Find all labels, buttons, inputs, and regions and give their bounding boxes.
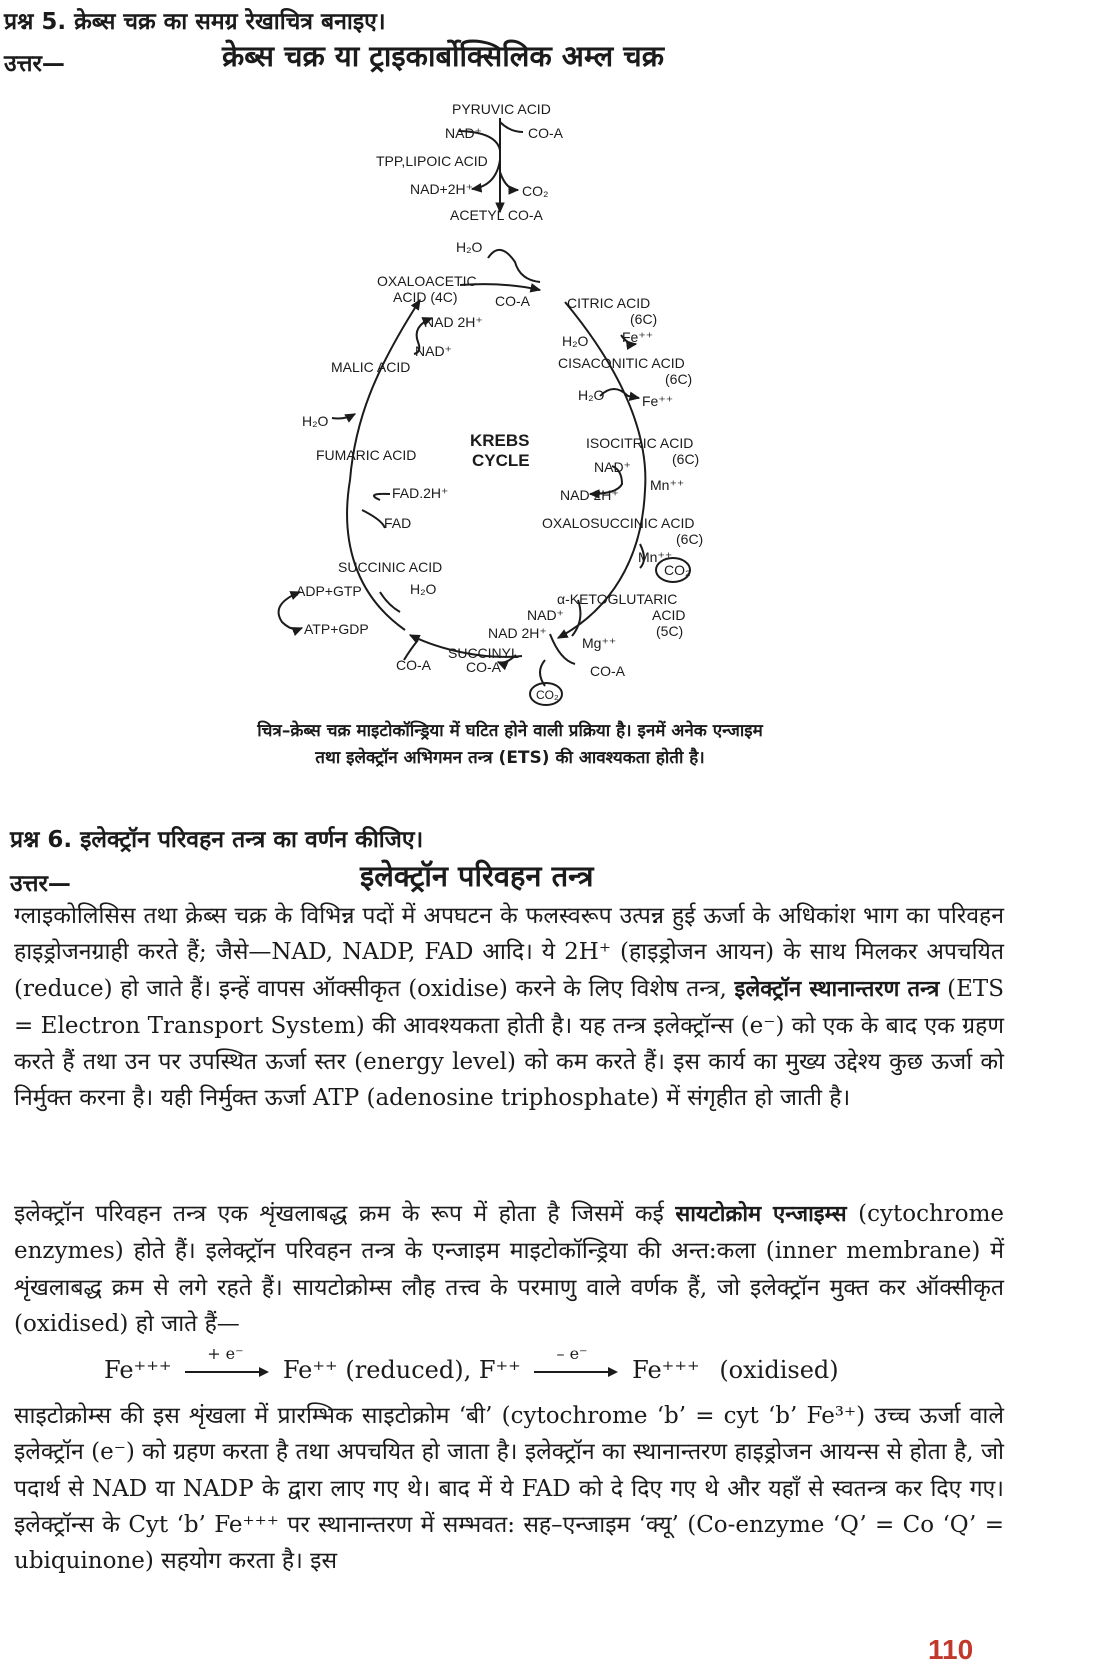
fad2h-label: FAD.2H⁺ — [392, 485, 449, 501]
para2-bold: सायटोक्रोम एन्जाइम्स — [675, 1202, 847, 1227]
nad-akg-label: NAD⁺ — [527, 607, 564, 623]
ets-paragraph-2 — [14, 1196, 1004, 1342]
para1-text-a: ग्लाइकोलिसिस तथा क्रेब्स चक्र के विभिन्न पदों में अपघटन के फलस्वरूप उत्पन्न हुई ऊर्जा के अधिकांश भाग का परिवहन हाइड्रोजनग्राही करते हैं; जैसे—NAD, NADP, FAD आदि। ये 2H⁺ (हाइड्रोजन आयन) के साथ मिलकर अपचयित (reduce) हो जाते हैं। इन्हें वापस ऑक्सीकृत (oxidise) करने के लिए विशेष तन्त्र, — [14, 903, 1004, 1002]
acetyl-coa-label: ACETYL CO-A — [450, 207, 543, 223]
oxaloacetic-label-2: ACID (4C) — [393, 289, 458, 305]
fe-iso-label: Fe⁺⁺ — [642, 393, 674, 409]
question-5-label: प्रश्न 5. — [4, 9, 67, 35]
coa-right-label: CO-A — [590, 663, 625, 679]
answer-5-label: उत्तर— — [4, 51, 65, 77]
co2-bottom-label: CO₂ — [536, 688, 559, 702]
atp-gdp-label: ATP+GDP — [304, 621, 369, 637]
para1-bold: इलेक्ट्रॉन स्थानान्तरण तन्त्र — [734, 976, 940, 1002]
question-6-text: इलेक्ट्रॉन परिवहन तन्त्र का वर्णन कीजिए। — [80, 827, 424, 853]
isocitric-carbon: (6C) — [672, 451, 700, 467]
fad-label: FAD — [384, 515, 412, 531]
krebs-title: क्रेब्स चक्र या ट्राइकार्बोक्सिलिक अम्ल चक्र — [222, 39, 664, 73]
nad2h-iso-label: NAD 2H⁺ — [560, 487, 619, 503]
cisaconitic-carbon: (6C) — [665, 371, 693, 387]
ets-paragraph-1 — [14, 898, 1004, 1117]
nad-malic-label: NAD⁺ — [415, 343, 452, 359]
nad2h-malic-label: NAD 2H⁺ — [424, 314, 483, 330]
krebs-cycle-diagram — [0, 0, 1108, 720]
eq-arrow-1-label: + e⁻ — [207, 1343, 244, 1363]
co2-circle-label: CO₂ — [664, 562, 691, 578]
oxalosuccinic-label: OXALOSUCCINIC ACID — [542, 515, 695, 531]
citric-acid-label: CITRIC ACID — [567, 295, 651, 311]
krebs-label-1: KREBS — [470, 431, 530, 450]
eq-reduced: (reduced), F⁺⁺ — [345, 1356, 521, 1384]
krebs-label-2: CYCLE — [472, 451, 530, 470]
eq-fe3-right: Fe⁺⁺⁺ — [632, 1356, 700, 1384]
nad2h-top-label: NAD+2H⁺ — [410, 181, 474, 197]
oxalosuccinic-carbon: (6C) — [676, 531, 704, 547]
ets-title: इलेक्ट्रॉन परिवहन तन्त्र — [360, 859, 594, 893]
eq-oxidised: (oxidised) — [719, 1356, 839, 1384]
question-6-label: प्रश्न 6. — [10, 827, 73, 853]
question-6 — [10, 822, 423, 854]
answer-6-label: उत्तर— — [10, 871, 71, 897]
para1-text-b: (ETS = Electron Transport System) की आवश्यकता होती है। यह तन्त्र इलेक्ट्रॉन्स (e⁻) को एक के बाद एक ग्रहण करते हैं तथा उन पर उपस्थित ऊर्जा स्तर (energy level) को कम करते हैं। इस कार्य का मुख्य उद्देश्य कुछ ऊर्जा को निर्मुक्त करना है। यही निर्मुक्त ऊर्जा ATP (adenosine triphosphate) में संगृहीत हो जाती है। — [14, 975, 1004, 1112]
nad-iso-label: NAD⁺ — [594, 459, 631, 475]
para2-text-a: इलेक्ट्रॉन परिवहन तन्त्र एक शृंखलाबद्ध क्रम के रूप में होता है जिसमें कई — [14, 1201, 664, 1227]
mn-iso-label: Mn⁺⁺ — [650, 477, 685, 493]
co2-top-label: CO₂ — [522, 183, 549, 199]
eq-fe2: Fe⁺⁺ — [282, 1356, 338, 1384]
succinyl-label-2: CO-A — [466, 659, 501, 675]
succinic-acid-label: SUCCINIC ACID — [338, 559, 443, 575]
para2-text-b: (cytochrome enzymes) होते हैं। इलेक्ट्रॉन परिवहन तन्त्र के एन्जाइम माइटोकॉन्ड्रिया की अन्त:कला (inner membrane) में शृंखलाबद्ध क्रम से लगे रहते हैं। सायटोक्रोम्स लौह तत्त्व के परमाणु वाले वर्णक हैं, जो इलेक्ट्रॉन मुक्त कर ऑक्सीकृत (oxidised) हो जाते हैं— — [14, 1201, 1005, 1337]
coa-top-label: CO-A — [528, 125, 563, 141]
h2o-iso-label: H₂O — [578, 387, 605, 403]
fumaric-acid-label: FUMARIC ACID — [316, 447, 417, 463]
coa-left-label: CO-A — [396, 657, 431, 673]
alpha-ketoglutaric-carbon: (5C) — [656, 623, 684, 639]
citric-acid-carbon: (6C) — [630, 311, 658, 327]
eq-arrow-2 — [534, 1343, 618, 1378]
succinyl-label-1: SUCCINYL — [448, 645, 519, 661]
fe-cis-label: Fe⁺⁺ — [622, 329, 654, 345]
oxaloacetic-label-1: OXALOACETIC — [377, 273, 477, 289]
eq-fe3-left: Fe⁺⁺⁺ — [104, 1356, 172, 1384]
alpha-ketoglutaric-label-1: α-KETOGLUTARIC — [557, 591, 678, 607]
page-number: 110 — [928, 1634, 974, 1665]
figure-caption — [110, 718, 910, 772]
isocitric-label: ISOCITRIC ACID — [586, 435, 694, 451]
nad-top-label: NAD⁺ — [445, 125, 482, 141]
mn-oxs-label: Mn⁺⁺ — [638, 549, 673, 565]
h2o-fumaric-label: H₂O — [302, 413, 329, 429]
h2o-cis-label: H₂O — [562, 333, 589, 349]
mg-label: Mg⁺⁺ — [582, 635, 617, 651]
cisaconitic-label: CISACONITIC ACID — [558, 355, 685, 371]
redox-equation — [104, 1343, 839, 1384]
eq-arrow-1 — [185, 1343, 269, 1378]
h2o-top-label: H₂O — [456, 239, 483, 255]
h2o-succinic-label: H₂O — [410, 581, 437, 597]
eq-arrow-2-label: – e⁻ — [556, 1343, 588, 1363]
coa-citric-label: CO-A — [495, 293, 530, 309]
question-5-text: क्रेब्स चक्र का समग्र रेखाचित्र बनाइए। — [74, 9, 386, 35]
adp-gtp-label: ADP+GTP — [296, 583, 362, 599]
alpha-ketoglutaric-label-2: ACID — [652, 607, 686, 623]
nad2h-akg-label: NAD 2H⁺ — [488, 625, 547, 641]
malic-acid-label: MALIC ACID — [331, 359, 411, 375]
tpp-lipoic-label: TPP,LIPOIC ACID — [376, 153, 488, 169]
para3-text: साइटोक्रोम्स की इस शृंखला में प्रारम्भिक साइटोक्रोम ‘बी’ (cytochrome ‘b’ = cyt ‘b’ Fe³⁺) उच्च ऊर्जा वाले इलेक्ट्रॉन (e⁻) को ग्रहण करता है तथा अपचयित हो जाता है। इलेक्ट्रॉन का स्थानान्तरण हाइड्रोजन आयन्स से होता है, जो पदार्थ से NAD या NADP के द्वारा लाए गए थे। बाद में ये FAD को दे दिए गए थे और यहाँ से स्वतन्त्र कर दिए गए। इलेक्ट्रॉन्स के Cyt ‘b’ Fe⁺⁺⁺ पर स्थानान्तरण में सम्भवत: सह–एन्जाइम ‘क्यू’ (Co-enzyme ‘Q’ = Co ‘Q’ = ubiquinone) सहयोग करता है। इस — [14, 1403, 1004, 1575]
caption-line-2: तथा इलेक्ट्रॉन अभिगमन तन्त्र (ETS) की आवश्यकता होती है। — [315, 748, 705, 768]
ets-paragraph-3 — [14, 1398, 1004, 1579]
caption-line-1: चित्र–क्रेब्स चक्र माइटोकॉन्ड्रिया में घटित होने वाली प्रक्रिया है। इनमें अनेक एन्जाइम — [257, 721, 763, 741]
pyruvic-acid-label: PYRUVIC ACID — [452, 101, 551, 117]
